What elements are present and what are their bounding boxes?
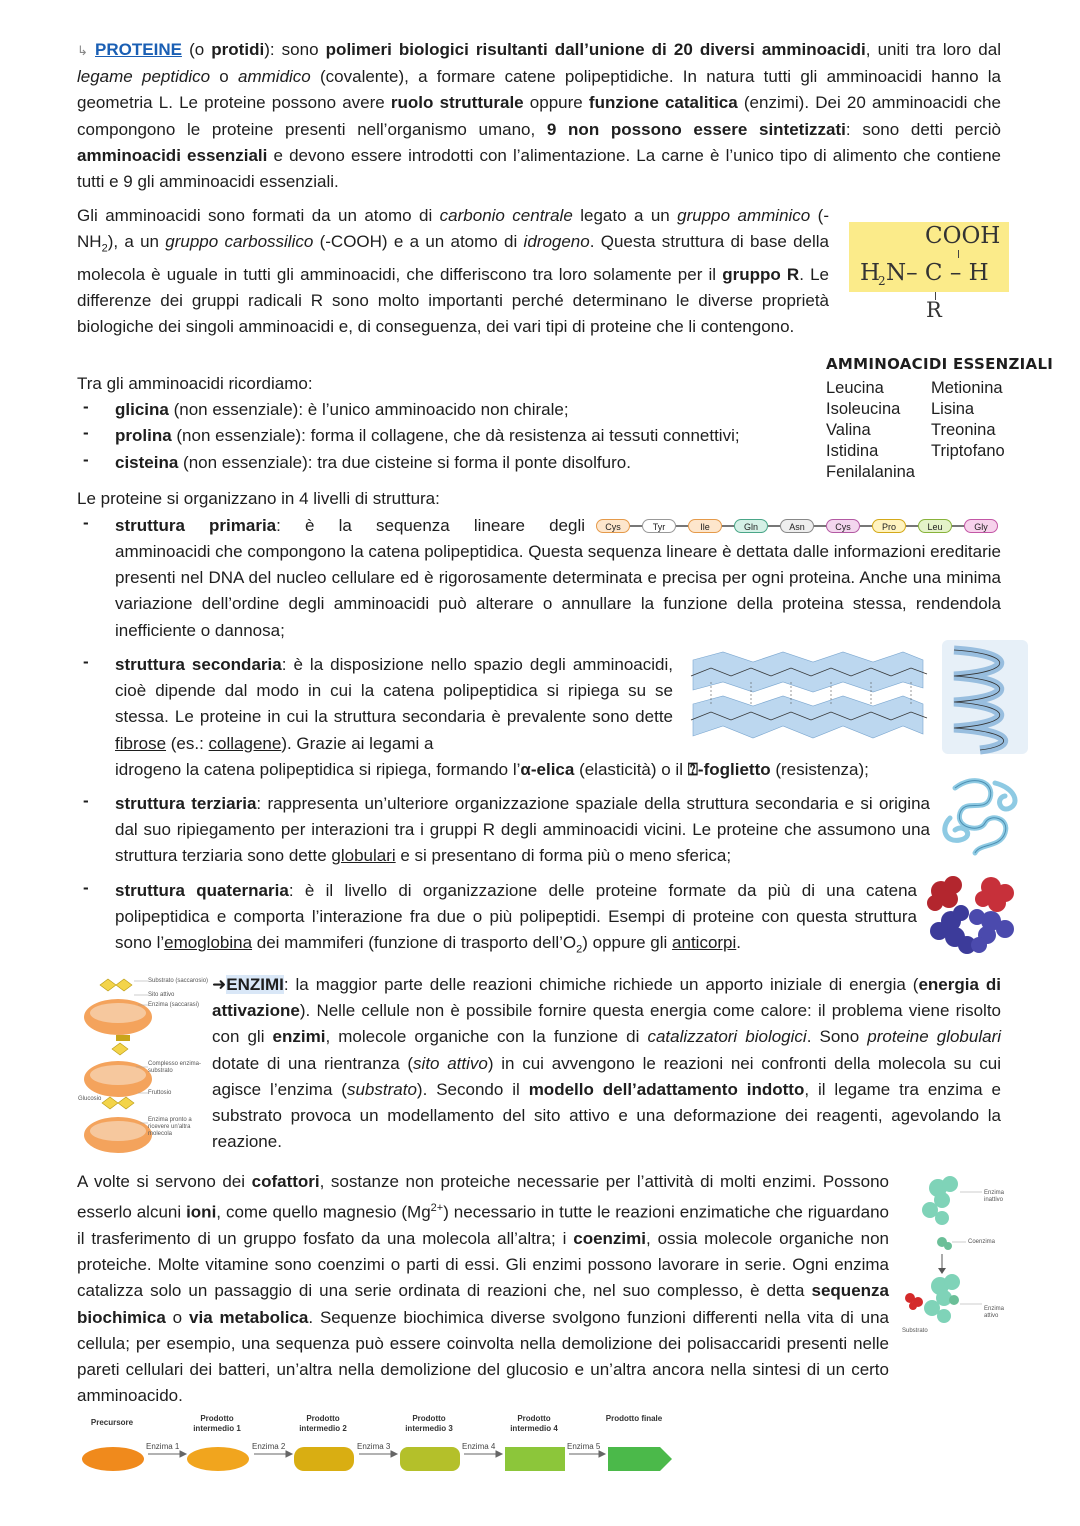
aminoacid-formula (849, 222, 1009, 292)
amino-chain (596, 515, 998, 535)
diagram-label: Glucosio (78, 1096, 102, 1102)
aa-bead: Asn (780, 519, 814, 533)
aa-bead: Leu (918, 519, 952, 533)
pathway-stage-label: Prodotto intermedio 2 (299, 1414, 347, 1433)
primary-paragraph: amminoacidi che compongono la catena polipeptidica. Questa sequenza lineare è dettata dalle informazioni ereditarie presenti nel DNA del nucleo cellulare ed è rigorosamente determinata e precisa per ogni proteina. Anche una minima variazione dell’ordine degli amminoacidi può alterare o annullare la funzione della proteina stessa, rendendola inefficiente o dannosa; (115, 542, 1001, 640)
intro-paragraph: ↳ PROTEINE (o protidi): sono polimeri biologici risultanti dall’unione di 20 diversi amminoacidi, uniti tra loro dal legame peptidico o ammidico (covalente), a formare catene polipeptidiche. In natura tutti gli amminoacidi hanno la geometria L. Le proteine possono avere ruolo strutturale oppure funzione catalitica (enzimi). Dei 20 amminoacidi che compongono le proteine presenti nell’organismo umano, 9 non possono essere sintetizzati: sono detti perciò amminoacidi essenziali e devono essere introdotti con l’alimentazione. La carne è l’unico tipo di alimento che contiene tutti e 9 gli amminoacidi essenziali. (77, 40, 1002, 192)
list-item: prolina (non essenziale): forma il collagene, che dà resistenza ai tessuti connettivi; (115, 426, 740, 445)
primary-line: struttura primaria: è la sequenza lineare degli (115, 516, 586, 535)
pathway-stage-label: Prodotto intermedio 3 (405, 1414, 453, 1433)
quaternary-paragraph: struttura quaternaria: è il livello di organizzazione delle proteine formate da più di una catena polipeptidica e comporta l’interazione fra due o più polipeptidi. Esempi di proteine con questa struttura sono l’emoglobina dei mammiferi (funzione di trasporto $dell’O_2$) oppure gli anticorpi. (115, 881, 918, 956)
pathway-enzyme-label: Enzima 1 (146, 1442, 180, 1451)
secondary-paragraph-end: idrogeno la catena polipeptidica si ripiega, formando l’α-elica (elasticità) o il ⍰-foglietto (resistenza); (115, 760, 869, 779)
aa-bead: Ile (688, 519, 722, 533)
pathway-stage-label: Prodotto intermedio 4 (510, 1414, 558, 1433)
alpha-helix-image (940, 638, 1030, 756)
pathway-stage-final (608, 1447, 672, 1471)
pathway-stage-intermediate-2 (294, 1447, 354, 1471)
diagram-label: Enzima (saccarasi) (148, 1002, 200, 1008)
essential-title: AMMINOACIDI ESSENZIALI (826, 355, 1054, 373)
diagram-label: Coenzima (968, 1239, 996, 1245)
essential-col2: Metionina Lisina Treonina Triptofano (931, 379, 1005, 460)
levels-intro: Le proteine si organizzano in 4 livelli di struttura: (77, 489, 440, 508)
diagram-label: Enzima inattivo (984, 1190, 1005, 1203)
remember-intro: Tra gli amminoacidi ricordiamo: (77, 374, 313, 393)
aa-bead: Cys (826, 519, 860, 533)
aa-bead: Gly (964, 519, 998, 533)
pathway-stage-precursor (82, 1447, 144, 1471)
return-arrow-icon: ↳ (77, 43, 88, 58)
hemoglobin-image (921, 873, 1025, 961)
diagram-label: Enzima attivo (984, 1306, 1005, 1319)
coenzyme-diagram (898, 1170, 1018, 1340)
pathway-stage-intermediate-4 (505, 1447, 565, 1471)
formula-cooh: COOH (925, 223, 1001, 249)
pathway-enzyme-label: Enzima 3 (357, 1442, 391, 1451)
pathway-shapes (80, 1444, 700, 1474)
formula-sub: 2 (878, 274, 886, 288)
diagram-label: Sito attivo (148, 992, 175, 998)
pathway-stage-label: Prodotto finale (605, 1414, 663, 1423)
formula-h: H (860, 260, 881, 286)
formula-nch: N– C – H (886, 260, 989, 286)
tertiary-structure-image (935, 768, 1025, 868)
cofactors-paragraph-top: A volte si servono dei cofattori, sostanze non proteiche necessarie per l’attività di molti enzimi. Possono esserlo alcuni ioni, come quello magnesio $(Mg^{2+})$ necessario in tutte le reazioni enzimatiche che riguardano il trasferimento di un gruppo fosfato da una molecola all’altra; i coenzimi, ossia molecole organiche non proteiche. Molte vitamine sono coenzimi o parti di essi. Gli enzimi possono lavorare in serie. Ogni enzima catalizza solo un passaggio di una serie ordinata di reazioni che, nel suo complesso, è detta sequenza biochimica o via metabolica. Sequenze biochimica diverse svolgono funzioni differenti nella vita di una cellula; per esempio, una sequenza può essere coinvolta nella demolizione dei polisaccaridi presenti nelle pareti cellulari dei batteri, un’altra nella demolizione del glucosio e un’altra ancora nella sintesi di un certo amminoacido. (77, 1172, 890, 1406)
secondary-paragraph: struttura secondaria: è la disposizione nello spazio degli amminoacidi, cioè dipende dal modo in cui la catena polipeptidica si ripiega su se stessa. Le proteine in cui la struttura secondaria è prevalente sono dette fibrose (es.: collagene). Grazie ai legami a (115, 655, 673, 753)
pathway-enzyme-label: Enzima 4 (462, 1442, 496, 1451)
tertiary-paragraph: struttura terziaria: rappresenta un’ulteriore organizzazione spaziale della struttura secondaria e si origina dal suo ripiegamento per interazioni tra i gruppi R degli amminoacidi vicini. Le proteine che assumono una struttura terziaria sono dette globulari e si presentano di forma più o meno sferica; (115, 794, 930, 866)
diagram-label: Fruttosio (148, 1090, 172, 1096)
pathway-enzyme-label: Enzima 5 (567, 1442, 601, 1451)
proteine-link[interactable]: PROTEINE (95, 40, 182, 59)
metabolic-pathway (80, 1412, 700, 1476)
formula-r: R (926, 298, 942, 322)
enzyme-diagram (78, 975, 210, 1155)
enzymes-paragraph: ➜ENZIMI: la maggior parte delle reazioni chimiche richiede un apporto iniziale di energia (energia di attivazione). Nelle cellule non è possibile fornire questa energia come calore: il problema viene risolto con gli enzimi, molecole organiche con la funzione di catalizzatori biologici. Sono proteine globulari dotate di una rientranza (sito attivo) in cui avvengono le reazioni nei confronti della molecola su cui agisce l’enzima (substrato). Secondo il modello dell’adattamento indotto, il legame tra enzima e substrato provoca un modellamento del sito attivo e una deformazione dei reagenti, agevolando la reazione. (212, 975, 1002, 1152)
diagram-label: Substrato (saccarosio) (148, 978, 209, 984)
pathway-stage-intermediate-1 (187, 1447, 249, 1471)
aa-bead: Gln (734, 519, 768, 533)
beta-sheet-image (683, 642, 929, 750)
aa-bead: Pro (872, 519, 906, 533)
essential-col1: Leucina Isoleucina Valina Istidina Fenilalanina (826, 379, 915, 481)
pathway-stage-label: Prodotto intermedio 1 (193, 1414, 241, 1433)
diagram-label: Substrato (902, 1328, 928, 1334)
aa-bead: Tyr (642, 519, 676, 533)
aminoacid-structure-paragraph: Gli amminoacidi sono formati da un atomo di carbonio centrale legato a un gruppo amminico $(-NH_2)$, a un gruppo carbossilico (-COOH) e a un atomo di idrogeno. Questa struttura di base della molecola è uguale in tutti gli amminoacidi, che differiscono tra loro solamente per il gruppo R. Le differenze dei gruppi radicali R sono molto importanti perché determinano le diverse proprietà biologiche dei singoli amminoacidi e, di conseguenza, dei vari tipi di proteine che li contengono. (77, 206, 830, 337)
aa-bead: Cys (596, 519, 630, 533)
pathway-enzyme-label: Enzima 2 (252, 1442, 286, 1451)
list-item: glicina (non essenziale): è l’unico amminoacido non chirale; (115, 400, 569, 419)
pathway-stage-intermediate-3 (400, 1447, 460, 1471)
list-item: cisteina (non essenziale): tra due cisteine si forma il ponte disolfuro. (115, 453, 631, 472)
pathway-stage-label: Precursore (90, 1418, 134, 1427)
diagram-label: Enzima pronto a ricevere un'altra molecola (148, 1117, 192, 1137)
diagram-label: Complesso enzima-substrato (148, 1061, 202, 1074)
